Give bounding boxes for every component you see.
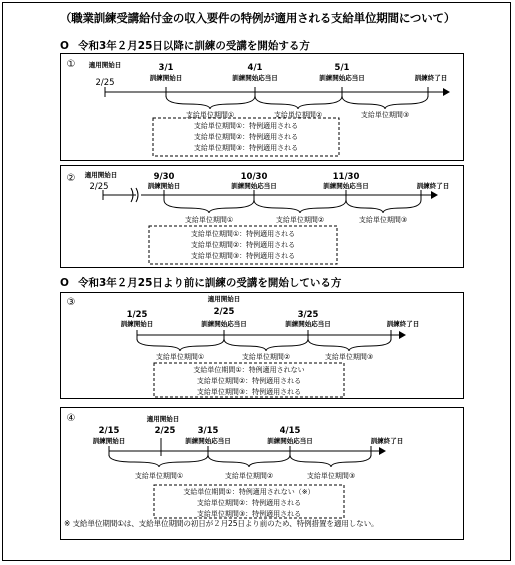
period-brace-2 [208,455,290,467]
period-brace-1 [166,96,255,109]
point-date: 3/1 [158,63,174,73]
point-label: 訓練開始日 [147,182,181,190]
section-heading-before [60,275,341,290]
point-date: 4/15 [279,426,301,436]
period-label: 支給単位期間① [184,216,234,224]
period-label: 支給単位期間② [241,353,291,361]
arrow-head [431,191,438,199]
note-line: 支給単位期間①：特例適用されない [193,366,305,374]
note-line: 支給単位期間②：特例適用される [193,133,299,141]
period-brace-2 [254,200,346,213]
point-label: 訓練開始日 [92,437,126,445]
period-label: 支給単位期間① [155,353,205,361]
note-line: 支給単位期間①：特例適用されない（※） [183,488,315,496]
point-label: 訓練終了日 [370,437,404,445]
timeline-panel-2 [60,165,464,268]
arrow-head [443,88,450,96]
apply-label: 適用開始日 [207,295,241,303]
period-label: 支給単位期間③ [360,111,410,119]
note-line: 支給単位期間②：特例適用される [196,377,302,385]
point-label: 訓練開始応当日 [232,74,278,82]
period-brace-1 [109,455,208,467]
timeline-diagram-1 [61,54,465,162]
point-label: 訓練開始応当日 [267,437,313,445]
period-label: 支給単位期間② [273,111,323,119]
section-marker: O [60,40,69,52]
point-label: 訓練開始応当日 [319,74,365,82]
period-brace-3 [290,455,371,467]
note-line: 支給単位期間③：特例適用される [193,144,299,152]
point-date: 10/30 [240,172,268,182]
point-date: 1/25 [126,310,148,320]
point-date: 9/30 [153,172,175,182]
apply-date: 2/25 [95,78,115,88]
point-date: 3/25 [297,310,319,320]
point-label: 訓練開始応当日 [285,320,331,328]
period-label: 支給単位期間② [224,472,274,480]
period-brace-3 [342,96,428,109]
point-label: 訓練開始応当日 [185,437,231,445]
footnote: ※ 支給単位期間①は、支給単位期間の初日が２月25日より前のため、特例措置を適用しない。 [64,519,379,528]
point-label: 訓練終了日 [416,182,450,190]
period-brace-1 [137,339,224,351]
period-brace-2 [255,96,342,109]
point-date: 3/15 [197,426,219,436]
point-label: 訓練開始応当日 [201,320,247,328]
arrow-head [379,447,386,455]
panel-number: ③ [66,297,76,308]
break-mark [136,188,138,202]
period-brace-1 [164,200,254,213]
apply-label: 適用開始日 [88,61,122,69]
note-line: 支給単位期間②：特例適用される [190,241,296,249]
apply-label: 適用開始日 [146,415,180,423]
panel-number: ① [66,59,76,70]
period-brace-3 [346,200,421,213]
timeline-panel-3 [60,292,464,399]
period-brace-2 [224,339,308,351]
apply-label: 適用開始日 [84,171,118,179]
period-label: 支給単位期間② [275,216,325,224]
note-line: 支給単位期間③：特例適用される [196,388,302,396]
point-label: 訓練開始応当日 [231,182,277,190]
panel-number: ② [66,173,76,184]
period-label: 支給単位期間① [134,472,184,480]
point-label: 訓練開始日 [120,320,154,328]
point-date: 11/30 [332,172,360,182]
point-date: 5/1 [334,63,350,73]
arrow-head [399,331,406,339]
period-brace-3 [308,339,391,351]
period-label: 支給単位期間① [185,111,235,119]
timeline-diagram-4 [61,408,465,519]
point-date: 2/15 [98,426,120,436]
point-date: 2/25 [213,307,235,317]
panel-number: ④ [66,413,76,424]
section-heading-before-text: 令和3年２月25日より前に訓練の受講を開始している方 [78,277,342,289]
period-label: 支給単位期間③ [358,216,408,224]
point-label: 訓練終了日 [386,320,420,328]
note-line: 支給単位期間③：特例適用される [190,252,296,260]
timeline-diagram-2 [61,166,465,269]
point-label: 訓練開始日 [149,74,183,82]
note-line: 支給単位期間①：特例適用される [193,122,299,130]
point-label: 訓練終了日 [414,74,448,82]
apply-date: 2/25 [89,182,109,192]
note-line: 支給単位期間②：特例適用される [196,499,302,507]
point-label: 訓練開始応当日 [323,182,369,190]
section-heading-after [60,38,310,53]
section-marker: O [60,277,69,289]
section-heading-after-text: 令和3年２月25日以降に訓練の受講を開始する方 [78,40,310,52]
period-label: 支給単位期間③ [324,353,374,361]
page-title: （職業訓練受講給付金の収入要件の特例が適用される支給単位期間について） [59,11,456,25]
apply-date: 2/25 [154,426,176,436]
note-line: 支給単位期間③：特例適用される [196,510,302,518]
timeline-diagram-3 [61,293,465,400]
timeline-panel-1 [60,53,464,161]
period-label: 支給単位期間③ [306,472,356,480]
note-line: 支給単位期間①：特例適用される [190,230,296,238]
point-date: 4/1 [247,63,263,73]
